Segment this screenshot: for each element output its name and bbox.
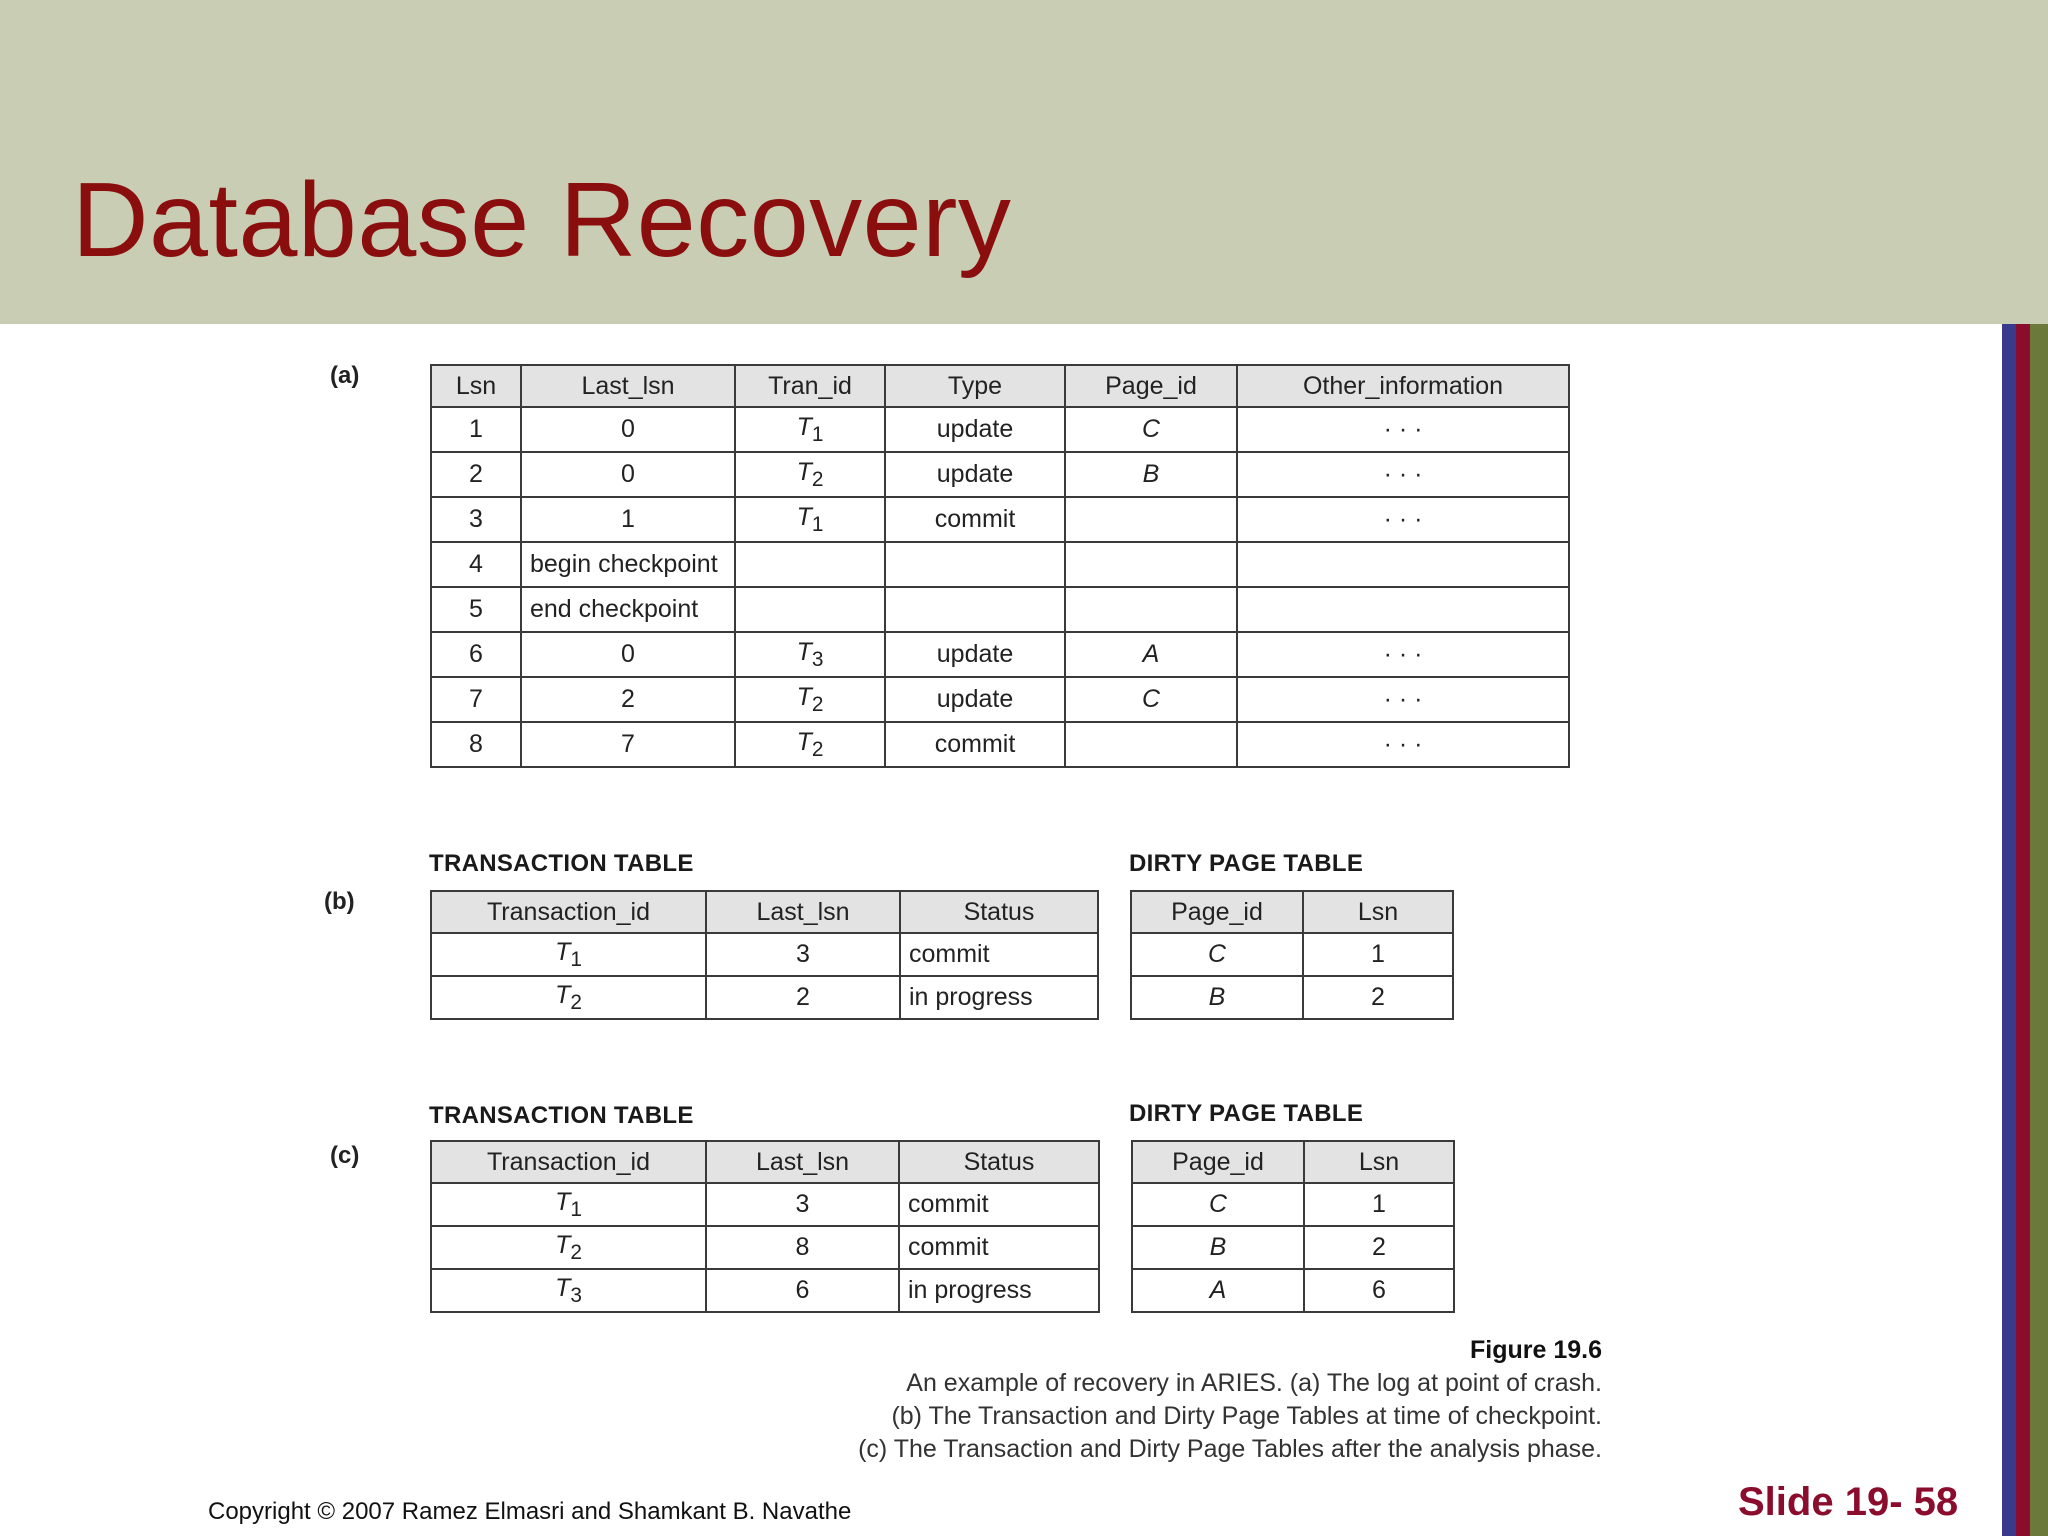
table-cell [1065,722,1237,767]
column-header: Status [900,891,1098,933]
table-cell: 5 [431,587,521,632]
panel-b-label: (b) [324,888,355,915]
transaction-id-subscript: 3 [570,1283,582,1307]
table-cell: 3 [706,933,900,976]
table-cell: A [1132,1269,1304,1312]
table-cell: · · · [1237,722,1569,767]
table-row [1131,933,1453,976]
table-row [431,407,1569,452]
table-cell: 2 [1304,1226,1454,1269]
table-cell: 0 [521,632,735,677]
table-cell: · · · [1237,407,1569,452]
table-cell: commit [885,722,1065,767]
transaction-id-subscript: 2 [570,1240,582,1264]
transaction-table-title: TRANSACTION TABLE [429,850,694,877]
transaction-id-subscript: 1 [811,512,824,536]
table-row [431,632,1569,677]
caption-line: (b) The Transaction and Dirty Page Tables at time of checkpoint. [891,1402,1602,1430]
transaction-id: T [555,980,571,1009]
transaction-id-subscript: 2 [570,990,582,1014]
table-cell: end checkpoint [521,587,735,632]
transaction-id-cell [431,1226,706,1269]
transaction-id-cell [735,587,885,632]
dirty-page-table-analysis [1131,1140,1455,1313]
caption-line: (c) The Transaction and Dirty Page Tables after the analysis phase. [858,1435,1602,1463]
transaction-table-analysis [430,1140,1100,1313]
table-cell: in progress [899,1269,1099,1312]
transaction-id-subscript: 3 [811,647,824,671]
transaction-id-cell [735,407,885,452]
table-cell: commit [900,933,1098,976]
table-row [1132,1269,1454,1312]
transaction-id-subscript: 1 [570,947,582,971]
table-header-row [1131,891,1453,933]
transaction-table-checkpoint [430,890,1099,1020]
table-row [431,1226,1099,1269]
table-header-row [431,891,1098,933]
table-row [431,1183,1099,1226]
transaction-id-cell [431,976,706,1019]
table-cell: C [1132,1183,1304,1226]
table-cell [1065,542,1237,587]
table-row [431,452,1569,497]
column-header: Tran_id [735,365,885,407]
table-row [431,497,1569,542]
table-row [431,677,1569,722]
log-table-header [431,365,1569,407]
table-cell: 1 [431,407,521,452]
table-cell: in progress [900,976,1098,1019]
dirty-page-table-title: DIRTY PAGE TABLE [1129,850,1364,877]
column-header: Lsn [431,365,521,407]
table-cell: update [885,407,1065,452]
table-cell: C [1131,933,1303,976]
title-banner [0,0,2048,324]
table-cell: 1 [521,497,735,542]
table-cell [1065,497,1237,542]
table-row [431,976,1098,1019]
transaction-id: T [796,502,812,531]
table-cell: 2 [431,452,521,497]
page-title: Database Recovery [72,161,1012,279]
table-row [431,722,1569,767]
transaction-table-title: TRANSACTION TABLE [429,1102,694,1129]
transaction-id: T [796,682,812,711]
column-header: Page_id [1065,365,1237,407]
table-cell: 6 [706,1269,899,1312]
transaction-id-cell [431,1269,706,1312]
table-cell: 2 [1303,976,1453,1019]
accent-stripe-green [2030,324,2048,1536]
transaction-id: T [796,727,812,756]
table-cell: 8 [706,1226,899,1269]
table-cell: 1 [1304,1183,1454,1226]
table-cell [885,542,1065,587]
table-cell: 3 [706,1183,899,1226]
table-cell: update [885,452,1065,497]
log-table [430,364,1570,768]
table-cell: commit [885,497,1065,542]
column-header: Status [899,1141,1099,1183]
table-cell: update [885,677,1065,722]
dirty-page-table-title: DIRTY PAGE TABLE [1129,1100,1364,1127]
transaction-id-subscript: 1 [811,422,824,446]
panel-a-label: (a) [330,362,360,389]
column-header: Page_id [1131,891,1303,933]
table-cell: 1 [1303,933,1453,976]
table-cell: 6 [1304,1269,1454,1312]
table-row [431,587,1569,632]
column-header: Transaction_id [431,1141,706,1183]
table-row [431,933,1098,976]
transaction-id-cell [431,933,706,976]
table-cell: 6 [431,632,521,677]
table-header-row [1132,1141,1454,1183]
table-cell: · · · [1237,677,1569,722]
transaction-id: T [796,457,812,486]
column-header: Type [885,365,1065,407]
table-cell: B [1131,976,1303,1019]
table-row [431,1269,1099,1312]
transaction-id-subscript: 2 [811,692,824,716]
table-row [1131,976,1453,1019]
table-cell: 3 [431,497,521,542]
table-cell: 7 [431,677,521,722]
transaction-id-subscript: 2 [811,737,824,761]
figure-number: Figure 19.6 [1470,1336,1602,1364]
table-cell: · · · [1237,452,1569,497]
accent-stripe-blue [2002,324,2016,1536]
transaction-id-cell [735,497,885,542]
table-cell: B [1065,452,1237,497]
table-cell: C [1065,677,1237,722]
table-cell [1237,542,1569,587]
table-cell: commit [899,1183,1099,1226]
table-row [1132,1183,1454,1226]
transaction-id: T [555,1230,571,1259]
table-cell: 0 [521,407,735,452]
table-cell [1237,587,1569,632]
column-header: Page_id [1132,1141,1304,1183]
transaction-id: T [555,937,571,966]
transaction-id-cell [431,1183,706,1226]
slide-number: Slide 19- 58 [1738,1480,1959,1524]
table-header-row [431,1141,1099,1183]
column-header: Lsn [1304,1141,1454,1183]
transaction-id: T [796,412,812,441]
table-cell [1065,587,1237,632]
column-header: Other_information [1237,365,1569,407]
table-cell: 0 [521,452,735,497]
transaction-id-cell [735,632,885,677]
panel-c-label: (c) [330,1142,360,1169]
transaction-id: T [555,1187,571,1216]
transaction-id-cell [735,722,885,767]
table-cell: · · · [1237,497,1569,542]
table-cell: 8 [431,722,521,767]
copyright: Copyright © 2007 Ramez Elmasri and Shamkant B. Navathe [208,1498,852,1525]
table-cell: 7 [521,722,735,767]
table-cell: 2 [521,677,735,722]
transaction-id-subscript: 2 [811,467,824,491]
table-row [431,542,1569,587]
table-cell: A [1065,632,1237,677]
transaction-id: T [555,1273,571,1302]
transaction-id-cell [735,677,885,722]
table-cell: update [885,632,1065,677]
caption-line: An example of recovery in ARIES. (a) The log at point of crash. [906,1369,1602,1397]
column-header: Last_lsn [521,365,735,407]
column-header: Last_lsn [706,891,900,933]
table-cell: 2 [706,976,900,1019]
table-cell: B [1132,1226,1304,1269]
transaction-id-cell [735,542,885,587]
table-cell: C [1065,407,1237,452]
figure-caption [858,1334,1602,1466]
table-cell: commit [899,1226,1099,1269]
dirty-page-table-checkpoint [1130,890,1454,1020]
table-cell: · · · [1237,632,1569,677]
column-header: Last_lsn [706,1141,899,1183]
table-cell: begin checkpoint [521,542,735,587]
accent-stripe-red [2016,324,2030,1536]
table-row [1132,1226,1454,1269]
transaction-id-cell [735,452,885,497]
column-header: Lsn [1303,891,1453,933]
transaction-id: T [796,637,812,666]
table-cell: 4 [431,542,521,587]
column-header: Transaction_id [431,891,706,933]
transaction-id-subscript: 1 [570,1197,582,1221]
table-cell [885,587,1065,632]
